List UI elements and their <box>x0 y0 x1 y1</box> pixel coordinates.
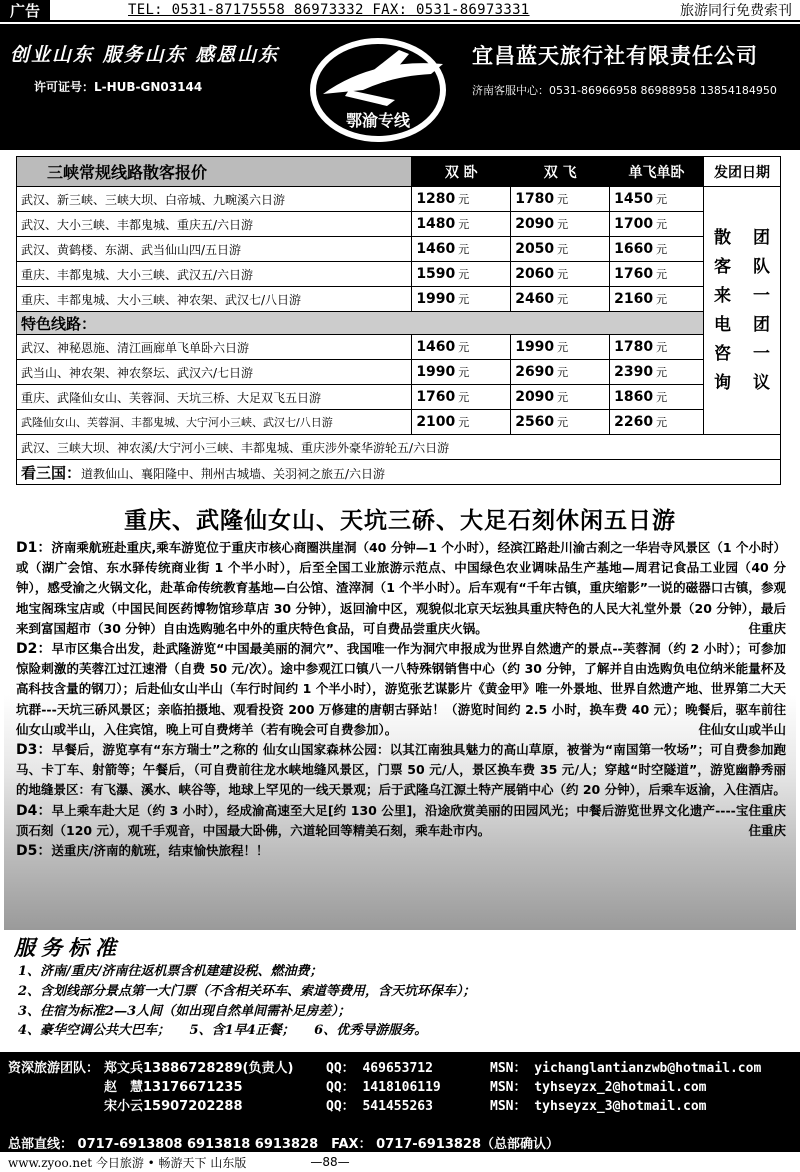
price-value: 1990 <box>416 291 456 307</box>
day-label: D3： <box>16 742 52 759</box>
itinerary-day <box>4 801 796 841</box>
price-value: 2090 <box>515 389 555 405</box>
price-row <box>17 385 781 410</box>
price-value: 1460 <box>416 339 456 355</box>
page-number: —88— <box>310 1155 350 1169</box>
price-cell <box>511 385 610 410</box>
price-value: 1990 <box>416 364 456 380</box>
itinerary-day <box>4 639 796 740</box>
price-cell <box>511 262 610 287</box>
price-value: 1460 <box>416 241 456 257</box>
contact-msn: MSN： tyhseyzx_2@hotmail.com <box>490 1079 707 1095</box>
consult-char: 咨 <box>714 343 731 364</box>
price-value: 2460 <box>515 291 555 307</box>
company-name: 宜昌蓝天旅行社有限责任公司 <box>472 44 758 68</box>
price-value: 2690 <box>515 364 555 380</box>
price-cell <box>412 385 511 410</box>
price-cell <box>412 212 511 237</box>
price-value: 2260 <box>614 414 654 430</box>
price-cell <box>412 360 511 385</box>
contact-name: 郑文兵13886728289(负责人) <box>104 1060 294 1076</box>
col-header: 双 飞 <box>511 157 610 187</box>
price-cell <box>610 287 704 312</box>
contact-qq: QQ： 1418106119 <box>326 1079 441 1095</box>
price-value: 2050 <box>515 241 555 257</box>
price-unit: 元 <box>557 341 569 354</box>
price-value: 1480 <box>416 216 456 232</box>
day-text: 早市区集合出发，赴武隆游览“中国最美丽的洞穴”、我国唯一作为洞穴申报成为世界自然遗产的景点--芙蓉洞（约 2 小时）；可参加惊险刺激的芙蓉江过江速滑（自费 50 元/次）。途中参观江口镇八一八特殊钢销售中心（约 30 分钟，了解并自由选购负电位纳米能量杯及高科技含量的钢刀）；后赴仙女山半山（车行时间约 1 个半小时），游览张艺谋影片《黄金甲》唯一外景地、世界自然遗产地、世界第二大天坑群---天坑三硚风景区；亲临拍摄地、观看投资 200 万修建的唐朝古驿站！（游览时间约 2.5 小时，换车费 40 元）；晚餐后，驱车前往仙女山或半山，入住宾馆，晚上可自费烤羊（若有晚会可自费参加）。 <box>16 641 786 737</box>
price-unit: 元 <box>557 391 569 404</box>
price-cell <box>511 212 610 237</box>
price-value: 1780 <box>614 339 654 355</box>
price-cell <box>610 212 704 237</box>
day-text: 送重庆/济南的航班，结束愉快旅程！！ <box>51 843 269 859</box>
price-cell <box>610 187 704 212</box>
consult-char: 来 <box>714 285 731 306</box>
price-unit: 元 <box>557 218 569 231</box>
consult-left <box>714 224 731 398</box>
three-kingdoms-row <box>17 460 781 485</box>
tour-title: 重庆、武隆仙女山、天坑三硚、大足石刻休闲五日游 <box>124 508 676 534</box>
price-unit: 元 <box>656 366 668 379</box>
price-cell <box>412 262 511 287</box>
price-value: 1860 <box>614 389 654 405</box>
price-row <box>17 187 781 212</box>
route-name: 武汉、黄鹤楼、东湖、武当仙山四/五日游 <box>17 237 412 262</box>
price-value: 1780 <box>515 191 555 207</box>
price-value: 1660 <box>614 241 654 257</box>
price-row <box>17 360 781 385</box>
consult-char: 客 <box>714 256 731 277</box>
ad-label: 广告 <box>0 0 50 21</box>
day-text: 济南乘航班赴重庆,乘车游览位于重庆市核心商圈洪崖洞（40 分钟—1 个小时），经滨江路赴川渝古刹之一华岩寺风景区（1 个小时）或（湖广会馆、东水驿传统商业街 1 个半小时），后至全国工业旅游示范点、中国绿色农业调味品生产基地—周君记食品工业园（40 分钟），感受渝之火锅文化，赴革命传统教育基地—白公馆、渣滓洞（1 个半小时）。后车观有“千年古镇，重庆缩影”一说的磁器口古镇，参观地宝阁珠宝店或（中国民间医药博物馆珍草店 30 分钟），返回渝中区，观貌似北京天坛独具重庆特色的人民大礼堂外景（20 分钟），最后来到富国超市（30 分钟）自由选购驰名中外的重庆特色食品，可自费品尝重庆火锅。 <box>16 540 786 636</box>
price-unit: 元 <box>557 366 569 379</box>
price-unit: 元 <box>656 416 668 429</box>
consult-char: 一 <box>753 343 770 364</box>
service-item: 2、含划线部分景点第一大门票（不含相关环车、索道等费用，含天坑环保车）； <box>18 983 476 999</box>
price-value: 1280 <box>416 191 456 207</box>
price-cell <box>511 287 610 312</box>
price-cell <box>412 237 511 262</box>
price-unit: 元 <box>656 391 668 404</box>
col-header: 双 卧 <box>412 157 511 187</box>
top-strip <box>0 0 800 22</box>
service-standard-title: 服务标准 <box>10 932 126 962</box>
route-name: 重庆、武隆仙女山、芙蓉洞、天坑三桥、大足双飞五日游 <box>17 385 412 410</box>
service-standard-list <box>18 962 788 1041</box>
day-stay: 住重庆 <box>748 822 786 838</box>
price-cell <box>511 410 610 435</box>
site-name: www.zyoo.net 今日旅游 • 畅游天下 山东版 <box>8 1155 247 1170</box>
airplane-logo-icon <box>303 28 453 146</box>
price-cell <box>511 187 610 212</box>
service-item: 1、济南/重庆/济南往返机票含机建建设税、燃油费； <box>18 964 323 979</box>
price-cell <box>511 360 610 385</box>
contact-name: 赵 慧13176671235 <box>104 1079 243 1095</box>
day-text: 早餐后，游览享有“东方瑞士”之称的 仙女山国家森林公园：以其江南独具魅力的高山草原，被誉为“南国第一牧场”；可自费参加跑马、卡丁车、射箭等；午餐后，（可自费前往龙水峡地缝风景区，门票 50 元/人，景区换车费 35 元/人；穿越“时空隧道”，游览幽静秀丽的地缝景区：有飞瀑、溪水、峡谷等，地球上罕见的一线天景观；后于武隆乌江源土特产展销中心（约 20 分钟），后乘车返渝，入住酒店。 <box>16 742 786 798</box>
contact-qq: QQ： 541455263 <box>326 1098 433 1114</box>
itinerary-day <box>4 841 796 861</box>
price-cell <box>610 335 704 360</box>
consult-char: 一 <box>753 285 770 306</box>
hotline: 总部直线： 0717-6913808 6913818 6913828 FAX： 0717-6913828（总部确认） <box>8 1136 560 1152</box>
price-unit: 元 <box>656 218 668 231</box>
day-stay: 住仙女山或半山 <box>698 721 786 737</box>
price-row <box>17 237 781 262</box>
consult-char: 团 <box>753 227 770 248</box>
price-value: 1700 <box>614 216 654 232</box>
route-name: 武汉、新三峡、三峡大坝、白帝城、九畹溪六日游 <box>17 187 412 212</box>
contact-qq: QQ： 469653712 <box>326 1060 433 1076</box>
price-unit: 元 <box>458 193 470 206</box>
price-value: 1760 <box>614 266 654 282</box>
price-unit: 元 <box>458 391 470 404</box>
price-unit: 元 <box>458 218 470 231</box>
price-row <box>17 287 781 312</box>
price-unit: 元 <box>458 341 470 354</box>
price-cell <box>610 237 704 262</box>
consult-cell <box>704 187 781 435</box>
price-table-title: 三峡常规线路散客报价 <box>17 157 412 187</box>
col-header: 发团日期 <box>704 157 781 187</box>
special-section-label: 特色线路： <box>17 312 704 335</box>
consult-char: 散 <box>714 227 731 248</box>
price-unit: 元 <box>557 268 569 281</box>
route-name: 武当山、神农架、神农祭坛、武汉六/七日游 <box>17 360 412 385</box>
price-row <box>17 212 781 237</box>
day-label: D2： <box>16 641 52 658</box>
logo-text: 鄂渝专线 <box>345 111 411 130</box>
contacts-panel <box>0 1052 800 1152</box>
day-label: D4： <box>16 802 52 819</box>
price-unit: 元 <box>458 268 470 281</box>
price-unit: 元 <box>458 416 470 429</box>
extra-route-row <box>17 435 781 460</box>
itinerary <box>4 538 796 930</box>
route-name: 武汉、神秘恩施、清江画廊单飞单卧六日游 <box>17 335 412 360</box>
contact-msn: MSN： tyhseyzx_3@hotmail.com <box>490 1098 707 1114</box>
price-row <box>17 410 781 435</box>
price-unit: 元 <box>557 193 569 206</box>
route-name: 重庆、丰都鬼城、大小三峡、神农架、武汉七/八日游 <box>17 287 412 312</box>
contact-org: 资深旅游团队： <box>8 1060 100 1076</box>
price-row <box>17 335 781 360</box>
consult-char: 议 <box>753 372 770 393</box>
price-unit: 元 <box>656 293 668 306</box>
price-value: 2160 <box>614 291 654 307</box>
price-cell <box>412 410 511 435</box>
price-unit: 元 <box>458 366 470 379</box>
day-label: D5： <box>16 843 52 860</box>
price-cell <box>412 287 511 312</box>
contact-msn: MSN： yichanglantianzwb@hotmail.com <box>490 1060 762 1076</box>
tel-fax: TEL: 0531-87175558 86973332 FAX: 0531-86973331 <box>128 2 530 18</box>
special-section-row <box>17 312 781 335</box>
price-row <box>17 262 781 287</box>
price-cell <box>412 335 511 360</box>
free-request-tag: 旅游同行免费索刊 <box>680 3 792 19</box>
day-stay: 住重庆 <box>748 620 786 636</box>
consult-char: 团 <box>753 314 770 335</box>
price-value: 1760 <box>416 389 456 405</box>
price-unit: 元 <box>458 243 470 256</box>
price-unit: 元 <box>557 416 569 429</box>
price-cell <box>610 385 704 410</box>
price-unit: 元 <box>557 243 569 256</box>
price-cell <box>610 262 704 287</box>
service-item: 3、住宿为标准2—3人间（如出现自然单间需补足房差）； <box>18 1003 351 1019</box>
price-unit: 元 <box>458 293 470 306</box>
price-value: 1990 <box>515 339 555 355</box>
itinerary-day <box>4 538 796 639</box>
col-header: 单飞单卧 <box>610 157 704 187</box>
slogan: 创业山东 服务山东 感恩山东 <box>10 44 280 66</box>
price-value: 1450 <box>614 191 654 207</box>
footer <box>0 1152 800 1172</box>
price-value: 2390 <box>614 364 654 380</box>
price-value: 2100 <box>416 414 456 430</box>
three-kingdoms-label: 看三国： <box>21 463 82 482</box>
extra-route: 武汉、三峡大坝、神农溪/大宁河小三峡、丰都鬼城、重庆涉外豪华游轮五/六日游 <box>17 435 781 460</box>
contact-name: 宋小云15907202288 <box>104 1098 243 1114</box>
price-unit: 元 <box>656 243 668 256</box>
price-cell <box>610 360 704 385</box>
day-text: 早上乘车赴大足（约 3 小时），经成渝高速至大足[约 130 公里]，沿途欣赏美丽的田园风光；中餐后游览世界文化遗产----宝顶石刻（120 元），观千手观音，中国最大卧佛，六道轮回等精美石刻，乘车赴市内。 <box>16 802 749 838</box>
price-unit: 元 <box>656 193 668 206</box>
route-name: 重庆、丰都鬼城、大小三峡、武汉五/六日游 <box>17 262 412 287</box>
day-stay: 住重庆 <box>748 802 786 818</box>
price-value: 2560 <box>515 414 555 430</box>
consult-char: 电 <box>714 314 731 335</box>
price-cell <box>511 335 610 360</box>
consult-right <box>753 224 770 398</box>
day-label: D1： <box>16 540 52 556</box>
price-value: 1590 <box>416 266 456 282</box>
price-unit: 元 <box>557 293 569 306</box>
service-item: 4、豪华空调公共大巴车； 5、含1早4正餐； 6、优秀导游服务。 <box>18 1023 428 1039</box>
route-name: 武隆仙女山、芙蓉洞、丰都鬼城、大宁河小三峡、武汉七/八日游 <box>17 410 412 435</box>
price-unit: 元 <box>656 268 668 281</box>
price-value: 2090 <box>515 216 555 232</box>
consult-char: 队 <box>753 256 770 277</box>
consult-grid <box>704 224 780 398</box>
price-table-header <box>17 157 781 187</box>
three-kingdoms-route: 道教仙山、襄阳隆中、荆州古城墙、关羽祠之旅五/六日游 <box>81 466 386 481</box>
price-cell <box>511 237 610 262</box>
route-name: 武汉、大小三峡、丰都鬼城、重庆五/六日游 <box>17 212 412 237</box>
consult-char: 询 <box>714 372 731 393</box>
three-kingdoms-cell <box>17 460 781 485</box>
price-value: 2060 <box>515 266 555 282</box>
header-banner <box>0 24 800 150</box>
price-cell <box>412 187 511 212</box>
license-number: 许可证号：L-HUB-GN03144 <box>34 80 203 94</box>
price-unit: 元 <box>656 341 668 354</box>
price-table <box>16 156 781 485</box>
service-center: 济南客服中心：0531-86966958 86988958 13854184950 <box>472 84 777 97</box>
price-cell <box>610 410 704 435</box>
